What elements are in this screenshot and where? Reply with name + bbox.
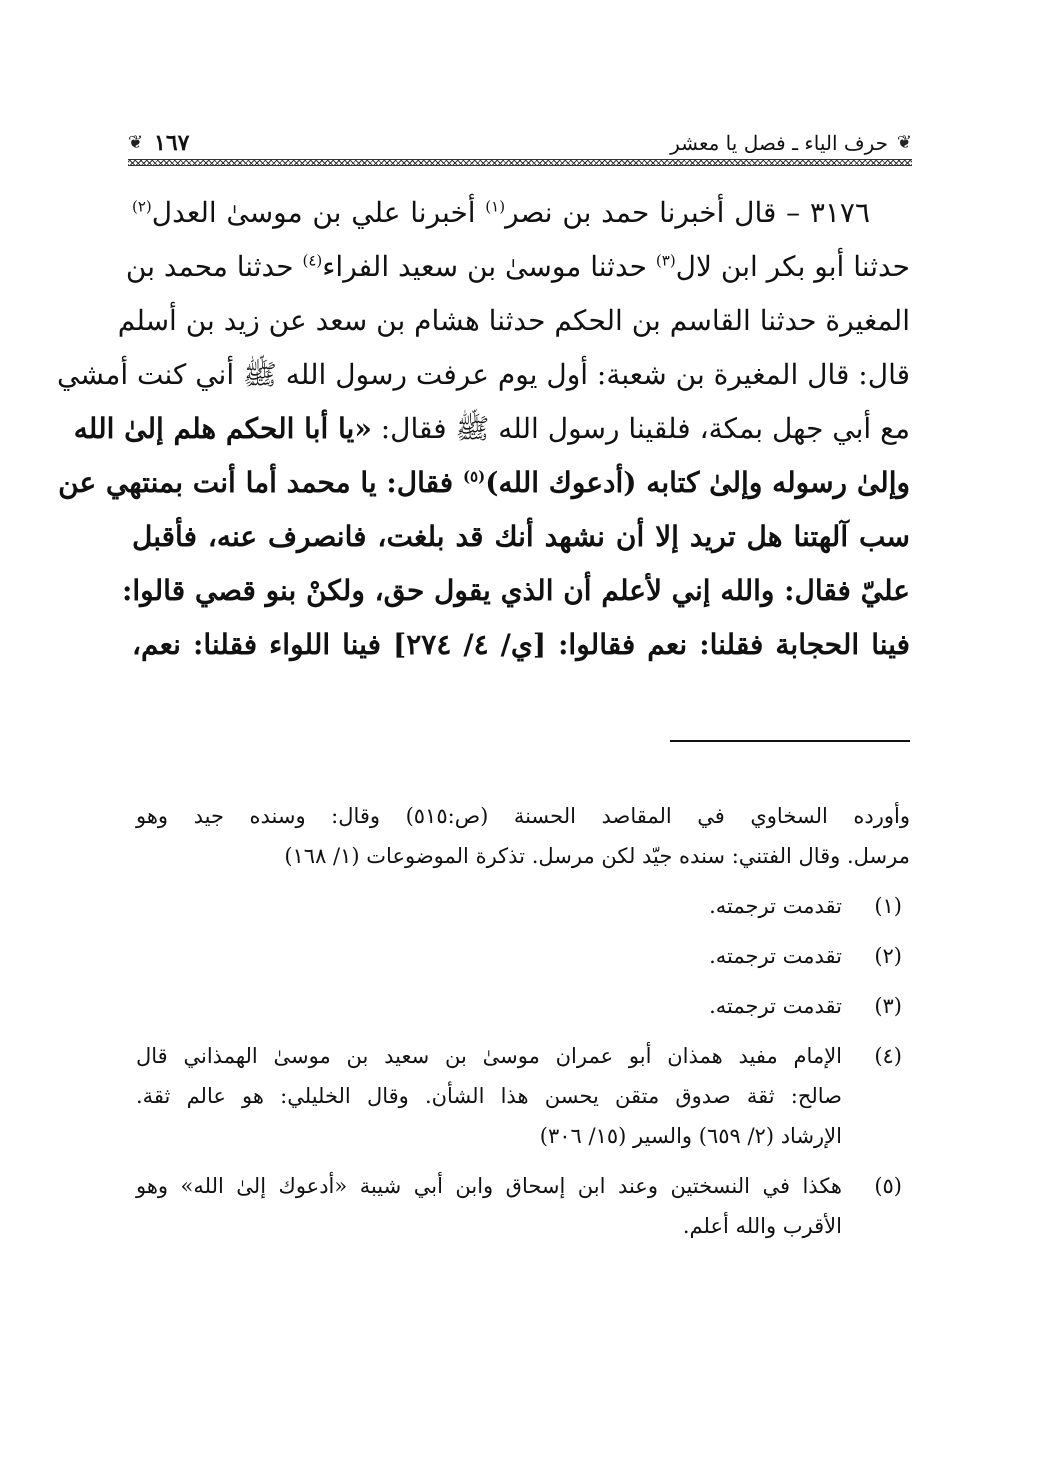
footnote-text-line-2: صالح: ثقة صدوق متقن يحسن هذا الشأن. وقال الخليلي: هو عالم ثقة. xyxy=(136,1084,842,1108)
hadith-text xyxy=(57,186,911,672)
header-decorative-rule xyxy=(128,159,912,166)
text-line-6 xyxy=(58,456,910,510)
text-line-5-a: مع أبي جهل بمكة، فلقينا رسول الله ﷺ فقال: xyxy=(380,412,910,445)
footnote-ref-1: (١) xyxy=(485,197,506,216)
text-line-3: المغيرة حدثنا القاسم بن الحكم حدثنا هشام بن سعد عن زيد بن أسلم xyxy=(117,304,910,337)
footnote-3 xyxy=(136,986,910,1026)
footnote-4 xyxy=(136,1036,910,1156)
footnote-number: (٢) xyxy=(874,944,902,968)
footnote-number: (٣) xyxy=(874,994,902,1018)
footnote-ref-3: (٣) xyxy=(655,251,676,270)
footnote-continuation-line-2: مرسل. وقال الفتني: سنده جيّد لكن مرسل. تذكرة الموضوعات (١/ ١٦٨) xyxy=(284,844,910,868)
footnotes xyxy=(136,796,910,1246)
footnote-2 xyxy=(136,936,910,976)
text-line-2 xyxy=(125,240,910,294)
footnote-separator xyxy=(670,740,910,742)
footnote-ref-5: (٥) xyxy=(462,467,486,486)
text-line-2-b: حدثنا موسىٰ بن سعيد الفراء xyxy=(322,250,647,283)
text-line-7: سب آلهتنا هل تريد إلا أن نشهد أنك قد بلغت، فانصرف عنه، فأقبل xyxy=(132,520,910,553)
footnote-number: (٥) xyxy=(874,1174,902,1198)
footnote-ref-4: (٤) xyxy=(302,251,323,270)
footnote-text-line-1: هكذا في النسختين وعند ابن إسحاق وابن أبي شيبة «أدعوك إلىٰ الله» وهو xyxy=(136,1174,842,1198)
footnote-5 xyxy=(136,1166,910,1246)
text-line-5-b: «يا أبا الحكم هلم إلىٰ الله xyxy=(73,412,372,445)
footnote-text: تقدمت ترجمته. xyxy=(709,944,842,968)
footnote-continuation xyxy=(136,796,910,876)
footnote-text: تقدمت ترجمته. xyxy=(709,994,842,1018)
footnote-number: (١) xyxy=(874,894,902,918)
text-line-1-a: ٣١٧٦ – قال أخبرنا حمد بن نصر xyxy=(505,196,870,229)
footnote-ref-2: (٢) xyxy=(132,197,152,216)
text-line-2-a: حدثنا أبو بكر ابن لال xyxy=(675,250,910,283)
footnote-number: (٤) xyxy=(874,1044,902,1068)
header-ornament-left: ❦ xyxy=(128,132,144,153)
text-line-9: فينا الحجابة فقلنا: نعم فقالوا: [ي/ ٤/ ٢٧٤] فينا اللواء فقلنا: نعم، xyxy=(132,628,911,661)
text-line-6-a: وإلىٰ رسوله وإلىٰ كتابه (أدعوك الله) xyxy=(485,466,910,499)
footnote-1 xyxy=(136,886,910,926)
text-line-1 xyxy=(132,186,910,240)
footnote-text: تقدمت ترجمته. xyxy=(709,894,842,918)
text-line-2-c: حدثنا محمد بن xyxy=(125,250,294,283)
footnote-continuation-line-1: وأورده السخاوي في المقاصد الحسنة (ص:٥١٥) وقال: وسنده جيد وهو xyxy=(136,804,911,828)
text-line-6-b: فقال: يا محمد أما أنت بمنتهي عن xyxy=(58,466,454,499)
footnote-text-line-1: الإمام مفيد همذان أبو عمران موسىٰ بن سعيد بن موسىٰ الهمذاني قال xyxy=(136,1044,842,1068)
text-line-1-b: أخبرنا علي بن موسىٰ العدل xyxy=(151,196,476,229)
footnote-text-line-3: الإرشاد (٢/ ٦٥٩) والسير (١٥/ ٣٠٦) xyxy=(539,1124,842,1148)
text-line-8: عليّ فقال: والله إني لأعلم أن الذي يقول حق، ولكنْ بنو قصي قالوا: xyxy=(122,574,910,607)
chapter-title: حرف الياء ـ فصل يا معشر xyxy=(670,131,888,155)
text-line-5 xyxy=(73,402,910,456)
page-number: ١٦٧ xyxy=(154,130,190,156)
text-line-4: قال: قال المغيرة بن شعبة: أول يوم عرفت رسول الله ﷺ أني كنت أمشي xyxy=(57,358,910,391)
header-ornament-right: ❦ xyxy=(896,132,912,153)
footnote-text-line-2: الأقرب والله أعلم. xyxy=(682,1214,842,1238)
page-header xyxy=(128,128,912,162)
